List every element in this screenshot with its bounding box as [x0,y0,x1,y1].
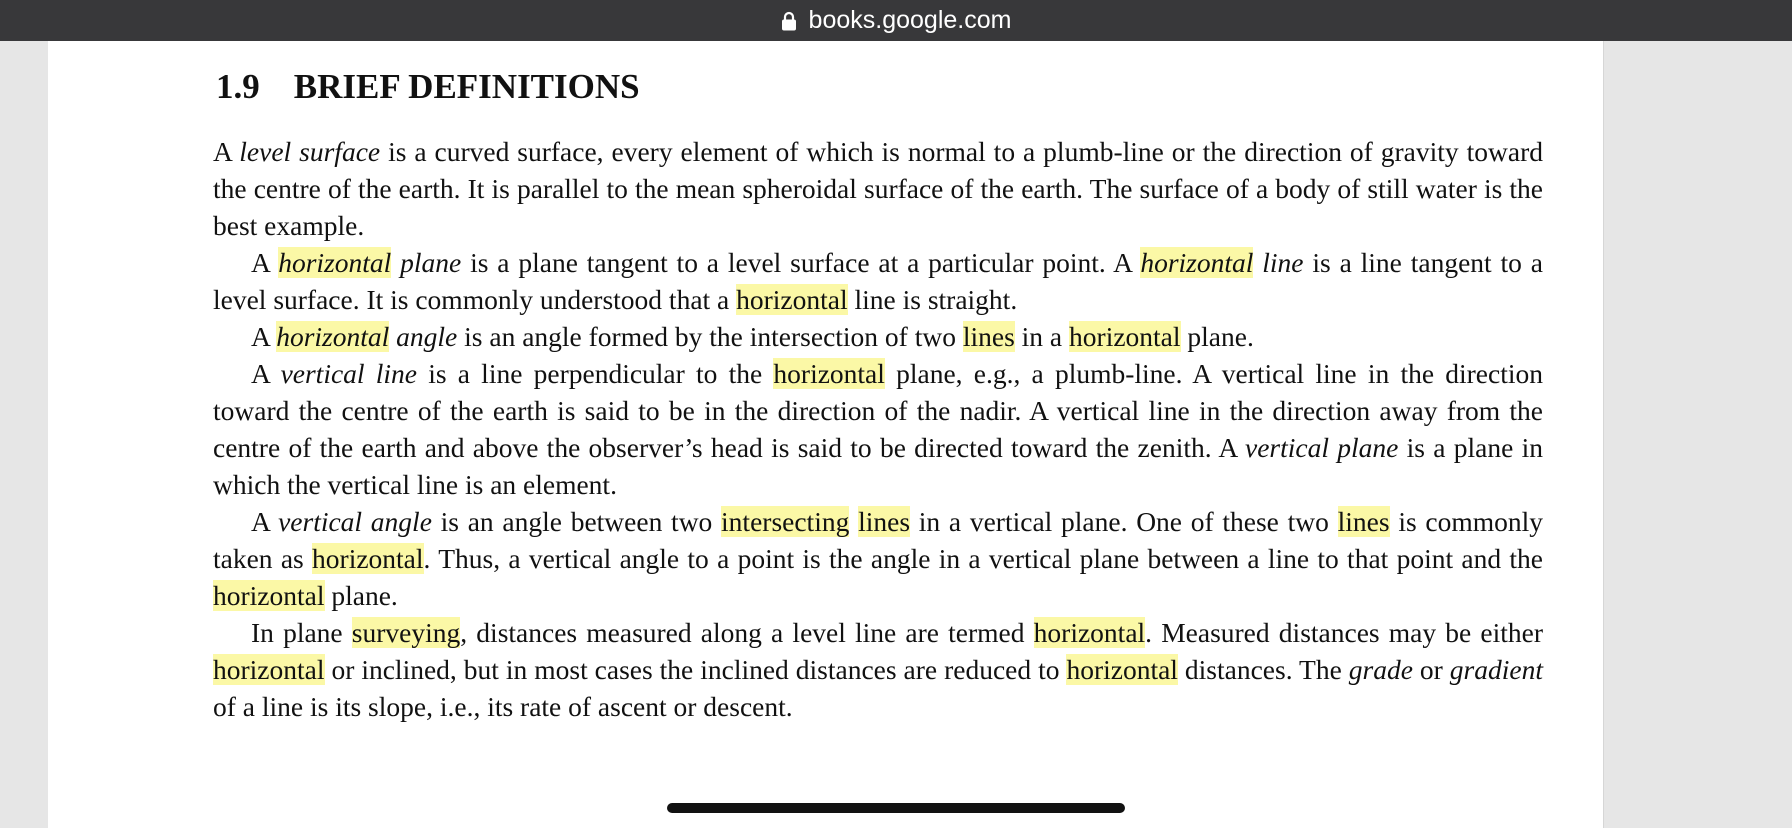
url-text[interactable]: books.google.com [808,6,1012,34]
term-gradient: gradient [1449,654,1543,685]
text-span: is a plane in which the vertical line is an element. [213,432,1543,500]
search-highlight: horizontal [773,358,885,389]
search-highlight: horizontal [213,654,325,685]
text-span: is a line tangent to a level surface. It is commonly understood that a [213,247,1543,315]
term-angle: angle [389,321,458,352]
text-span: A [251,247,279,278]
search-highlight: lines [962,321,1015,352]
search-highlight: horizontal [1033,617,1146,648]
section-number: 1.9 [216,67,260,106]
search-highlight: lines [1337,506,1390,537]
text-span: is commonly taken as [213,506,1544,574]
text-span: . Thus, a vertical angle to a point is the angle in a vertical plane between a line to that point and the [423,543,1543,574]
page-text [213,63,1543,725]
book-page [48,41,1604,828]
paragraph-horizontal-plane [213,244,1543,318]
text-span: line is straight. [847,284,1018,315]
search-highlight: horizontal [278,247,392,278]
search-highlight: horizontal [1066,654,1178,685]
section-title: BRIEF DEFINITIONS [293,67,640,106]
term-line: line [1253,247,1304,278]
search-highlight: horizontal [276,321,390,352]
url-bar[interactable] [0,0,1792,41]
paragraph-horizontal-angle [213,318,1543,355]
text-span: plane. [324,580,398,611]
text-span: A [251,321,277,352]
text-span [849,506,858,537]
paragraph-level-surface [213,133,1543,244]
paragraph-surveying [213,614,1543,725]
text-span: In plane [251,617,352,648]
text-span: or inclined, but in most cases the inclined distances are reduced to [324,654,1067,685]
text-span: plane, e.g., a plumb-line. A vertical line in the direction toward the centre of the earth is said to be in the direction of the nadir. A vertical line in the direction away from the centre of the earth and above the observer’s head is said to be directed toward the zenith. A [213,358,1543,463]
home-indicator[interactable] [667,803,1125,813]
text-span: A [251,506,279,537]
search-highlight: horizontal [736,284,848,315]
term-grade: grade [1348,654,1413,685]
search-highlight: horizontal [1140,247,1254,278]
text-span: is an angle formed by the intersection of two [457,321,963,352]
text-span: is a line perpendicular to the [417,358,774,389]
text-span: of a line is its slope, i.e., its rate of ascent or descent. [213,691,793,722]
search-highlight: horizontal [213,580,325,611]
text-span: plane. [1180,321,1254,352]
text-span: is a plane tangent to a level surface at a particular point. A [461,247,1141,278]
text-span: A [251,358,281,389]
text-span: A [213,136,240,167]
text-span: . Measured distances may be either [1145,617,1543,648]
term-vertical-plane: vertical plane [1245,432,1399,463]
text-span: in a [1014,321,1070,352]
text-span: in a vertical plane. One of these two [910,506,1338,537]
paragraph-vertical-angle [213,503,1543,614]
text-span: or [1412,654,1450,685]
term-level-surface: level surface [239,136,381,167]
text-span: , distances measured along a level line are termed [460,617,1034,648]
paragraph-vertical-line [213,355,1543,503]
text-span: distances. The [1177,654,1349,685]
text-span: is an angle between two [431,506,722,537]
lock-icon [781,11,797,31]
search-highlight: intersecting [721,506,850,537]
term-vertical-line: vertical line [280,358,417,389]
search-highlight: horizontal [1069,321,1181,352]
search-highlight: lines [858,506,911,537]
term-plane: plane [391,247,462,278]
text-span: is a curved surface, every element of which is normal to a plumb-line or the direction of gravity toward the centre of the earth. It is parallel to the mean spheroidal surface of the earth. The surface of a body of still water is the best example. [213,136,1543,241]
term-vertical-angle: vertical angle [278,506,432,537]
search-highlight: horizontal [312,543,424,574]
section-heading [216,63,1543,111]
search-highlight: surveying [351,617,461,648]
